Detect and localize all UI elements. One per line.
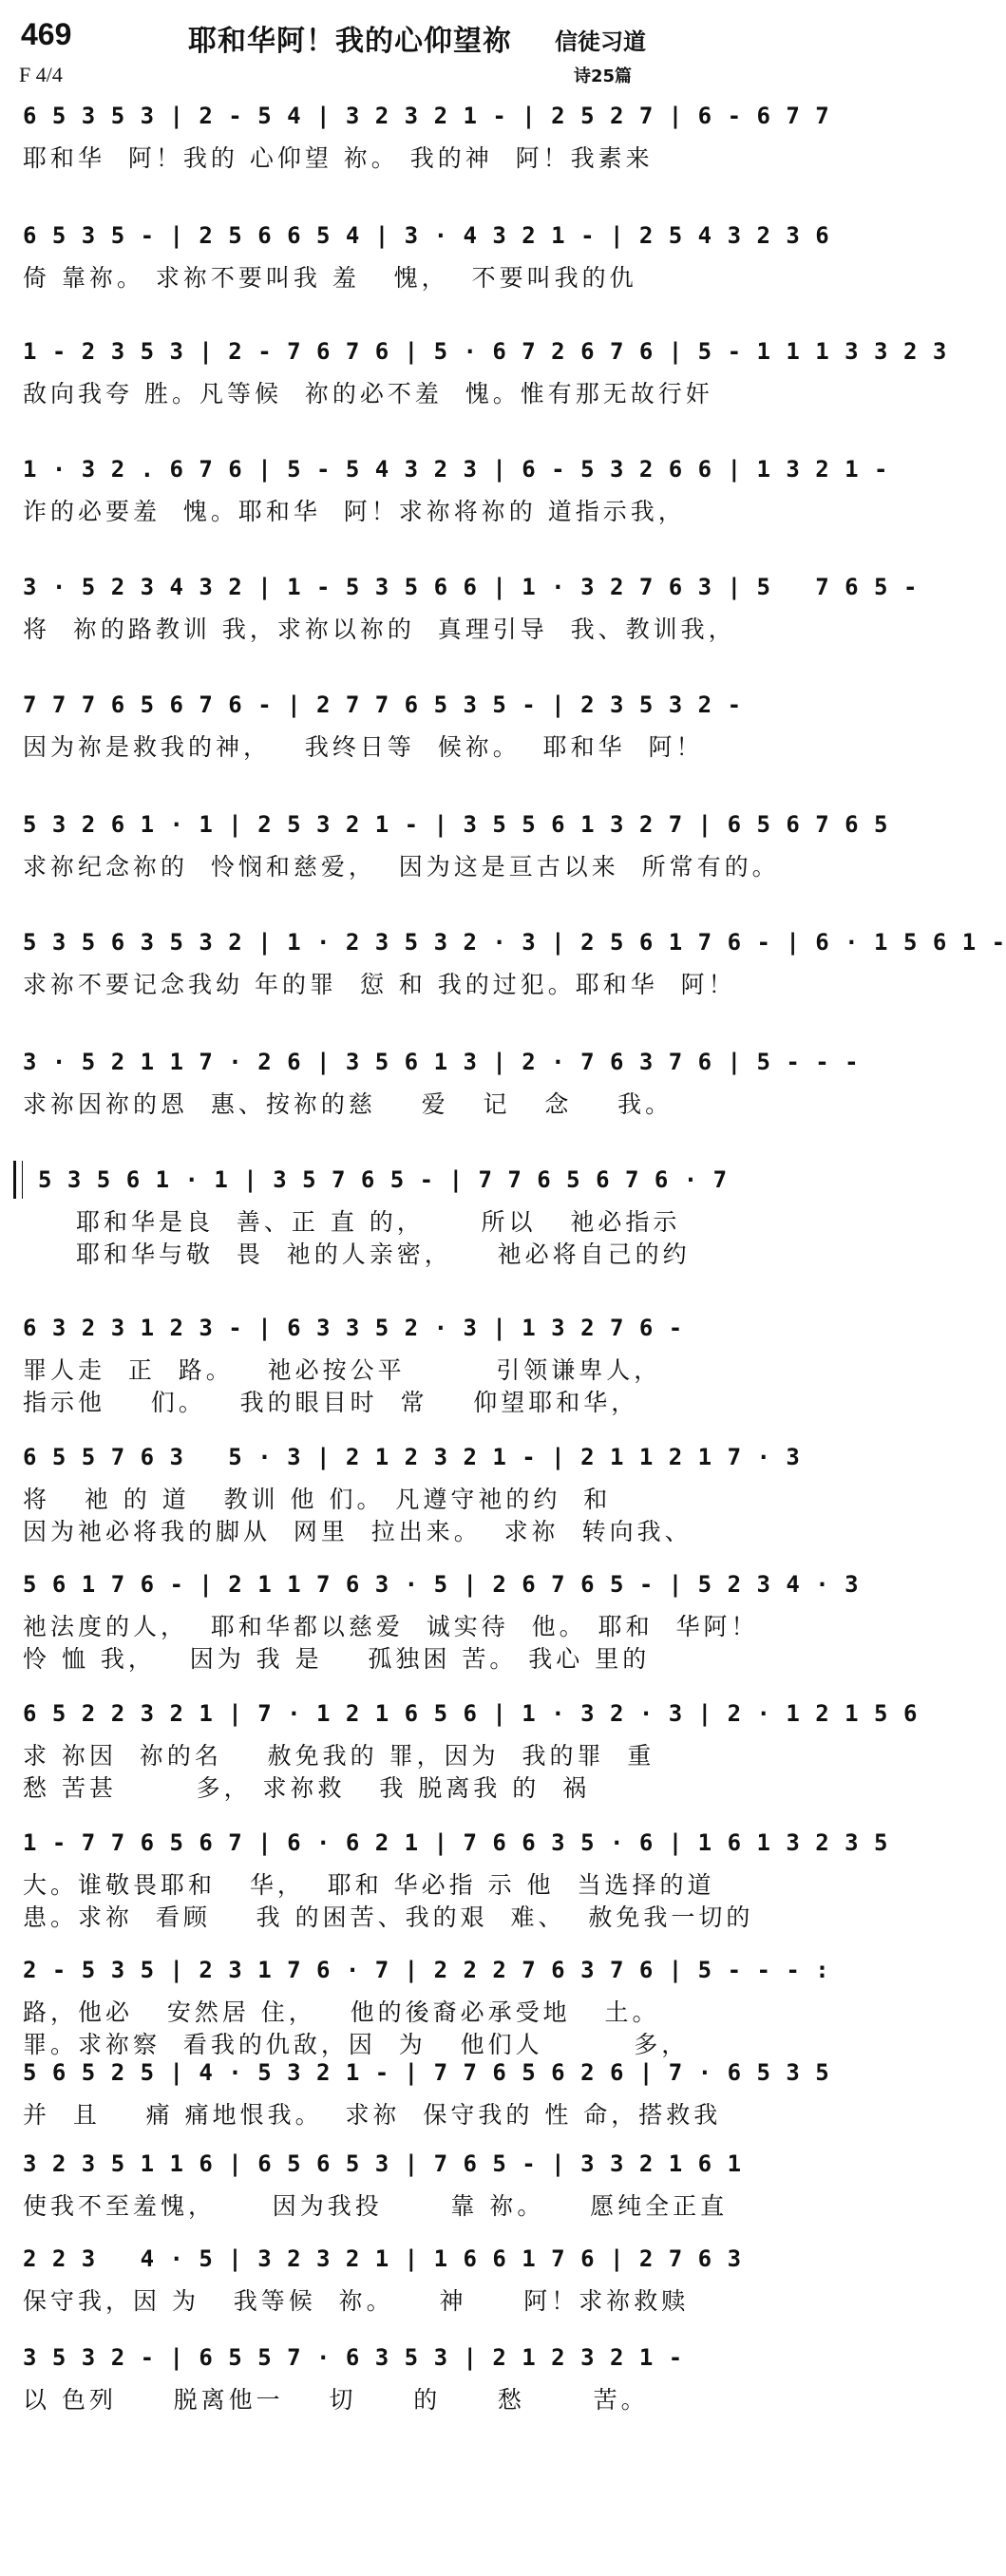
lyric-line: 使我不至羞愧， 因为我投 靠 祢。 愿纯全正直 [23, 2192, 729, 2220]
note-line: 3 2 3 5 1 1 6 | 6 5 6 5 3 | 7 6 5 - | 3 3 2 1 6 1 [23, 2150, 743, 2177]
lyric-line: 保守我，因 为 我等候 祢。 神 阿！求祢救赎 [23, 2287, 690, 2315]
score-system [0, 2337, 684, 2422]
score-system [0, 566, 919, 652]
score-system [0, 804, 889, 889]
note-line: 5 3 2 6 1 · 1 | 2 5 3 2 1 - | 3 5 5 6 1 3 2 7 | 6 5 6 7 6 5 [23, 811, 889, 838]
lyric-line: 耶和华 阿！我的 心仰望 祢。 我的神 阿！我素来 [23, 144, 654, 172]
lyric-line: 诈的必要羞 愧。耶和华 阿！求祢将祢的 道指示我， [23, 498, 686, 525]
lyric-line: 求祢因祢的恩 惠、按祢的慈 爱 记 念 我。 [23, 1090, 674, 1118]
lyric-line: 愁 苦甚 多， 求祢救 我 脱离我 的 祸 [23, 1774, 591, 1802]
lyric-line: 以 色列 脱离他一 切 的 愁 苦。 [23, 2386, 649, 2414]
note-line: 5 3 5 6 1 · 1 | 3 5 7 6 5 - | 7 7 6 5 6 7 6 · 7 [38, 1166, 729, 1193]
score-system [0, 215, 830, 300]
score-system [0, 1563, 860, 1681]
score-system [0, 2238, 743, 2323]
note-line: 2 - 5 3 5 | 2 3 1 7 6 · 7 | 2 2 2 7 6 3 7 6 | 5 - - - : [23, 1957, 830, 1983]
lyric-line: 罪人走 正 路。 祂必按公平 引领谦卑人， [23, 1356, 662, 1384]
note-line: 7 7 7 6 5 6 7 6 - | 2 7 7 6 5 3 5 - | 2 3 5 3 2 - [23, 691, 743, 718]
note-line: 5 6 5 2 5 | 4 · 5 3 2 1 - | 7 7 6 5 6 2 6 | 7 · 6 5 3 5 [23, 2059, 830, 2086]
note-line: 3 · 5 2 1 1 7 · 2 6 | 3 5 6 1 3 | 2 · 7 6 3 7 6 | 5 - - - [23, 1049, 860, 1075]
lyric-line: 因为祢是救我的神， 我终日等 候祢。 耶和华 阿！ [23, 733, 704, 761]
note-line: 6 5 3 5 - | 2 5 6 6 5 4 | 3 · 4 3 2 1 - | 2 5 4 3 2 3 6 [23, 222, 830, 249]
score-system [0, 1307, 684, 1425]
note-line: 6 5 5 7 6 3 5 · 3 | 2 1 2 3 2 1 - | 2 1 1 2 1 7 · 3 [23, 1444, 801, 1470]
score-system [0, 448, 889, 534]
repeat-start-barline [13, 1161, 23, 1199]
lyric-line: 怜 恤 我， 因为 我 是 孤独困 苦。 我心 里的 [23, 1645, 651, 1673]
note-line: 3 · 5 2 3 4 3 2 | 1 - 5 3 5 6 6 | 1 · 3 2 7 6 3 | 5 7 6 5 - [23, 574, 919, 600]
lyric-line: 敌向我夸 胜。凡等候 祢的必不羞 愧。惟有那无故行奸 [23, 380, 713, 407]
lyric-line: 将 祂 的 道 教训 他 们。 凡遵守祂的约 和 [23, 1486, 612, 1513]
lyric-line: 耶和华与敬 畏 祂的人亲密， 祂必将自己的约 [76, 1241, 691, 1268]
lyric-line: 因为祂必将我的脚从 网里 拉出来。 求祢 转向我、 [23, 1518, 693, 1545]
note-line: 2 2 3 4 · 5 | 3 2 3 2 1 | 1 6 6 1 7 6 | 2 7 6 3 [23, 2245, 743, 2272]
note-line: 5 3 5 6 3 5 3 2 | 1 · 2 3 5 3 2 · 3 | 2 5 6 1 7 6 - | 6 · 1 5 6 1 - [23, 929, 1006, 956]
score-system [0, 2052, 830, 2137]
score-system [0, 2143, 743, 2228]
key-signature: F 4/4 [19, 63, 63, 86]
score-system [0, 921, 1006, 1007]
note-line: 6 3 2 3 1 2 3 - | 6 3 3 5 2 · 3 | 1 3 2 7 6 - [23, 1315, 684, 1341]
hymn-subtitle: 信徒习道 [555, 28, 646, 55]
hymn-title: 耶和华阿！我的心仰望祢 [188, 25, 512, 58]
lyric-line: 路，他必 安然居 住， 他的後裔必承受地 土。 [23, 1998, 660, 2026]
lyric-line: 患。求祢 看顾 我 的困苦、我的艰 难、 赦免我一切的 [23, 1904, 754, 1931]
lyric-line: 耶和华是良 善、正 直 的， 所以 祂必指示 [76, 1208, 681, 1236]
note-line: 6 5 2 2 3 2 1 | 7 · 1 2 1 6 5 6 | 1 · 3 2 · 3 | 2 · 1 2 1 5 6 [23, 1700, 919, 1727]
hymn-number: 469 [21, 17, 72, 51]
lyric-line: 求 祢因 祢的名 赦免我的 罪，因为 我的罪 重 [23, 1742, 655, 1770]
lyric-line: 求祢不要记念我幼 年的罪 愆 和 我的过犯。耶和华 阿！ [23, 971, 736, 998]
lyric-line: 指示他 们。 我的眼目时 常 仰望耶和华， [23, 1389, 639, 1416]
note-line: 6 5 3 5 3 | 2 - 5 4 | 3 2 3 2 1 - | 2 5 2 7 | 6 - 6 7 7 [23, 103, 830, 129]
note-line: 5 6 1 7 6 - | 2 1 1 7 6 3 · 5 | 2 6 7 6 5 - | 5 2 3 4 · 3 [23, 1571, 860, 1598]
score-system [0, 95, 830, 180]
lyric-line: 倚 靠祢。 求祢不要叫我 羞 愧， 不要叫我的仇 [23, 264, 637, 292]
score-system [0, 1822, 889, 1940]
lyric-line: 祂法度的人， 耶和华都以慈爱 诚实待 他。 耶和 华阿！ [23, 1613, 759, 1640]
score-system [0, 1041, 860, 1127]
score-system [0, 1159, 729, 1277]
scripture-reference: 诗25篇 [574, 66, 633, 86]
note-line: 1 · 3 2 . 6 7 6 | 5 - 5 4 3 2 3 | 6 - 5 3 2 6 6 | 1 3 2 1 - [23, 456, 889, 483]
lyric-line: 大。谁敬畏耶和 华， 耶和 华必指 示 他 当选择的道 [23, 1871, 715, 1899]
lyric-line: 并 且 痛 痛地恨我。 求祢 保守我的 性 命，搭救我 [23, 2101, 722, 2129]
lyric-line: 罪。求祢察 看我的仇敌，因 为 他们人 多， [23, 2031, 690, 2058]
score-system [0, 1693, 919, 1810]
score-system [0, 1949, 830, 2067]
lyric-line: 求祢纪念祢的 怜悯和慈爱， 因为这是亘古以来 所常有的。 [23, 853, 780, 881]
note-line: 1 - 7 7 6 5 6 7 | 6 · 6 2 1 | 7 6 6 3 5 · 6 | 1 6 1 3 2 3 5 [23, 1829, 889, 1856]
note-line: 3 5 3 2 - | 6 5 5 7 · 6 3 5 3 | 2 1 2 3 2 1 - [23, 2344, 684, 2371]
score-system [0, 684, 743, 769]
note-line: 1 - 2 3 5 3 | 2 - 7 6 7 6 | 5 · 6 7 2 6 7 6 | 5 - 1 1 1 3 3 2 3 [23, 338, 948, 365]
score-system [0, 1436, 801, 1554]
score-system [0, 331, 948, 416]
lyric-line: 将 祢的路教训 我，求祢以祢的 真理引导 我、教训我， [23, 616, 736, 643]
